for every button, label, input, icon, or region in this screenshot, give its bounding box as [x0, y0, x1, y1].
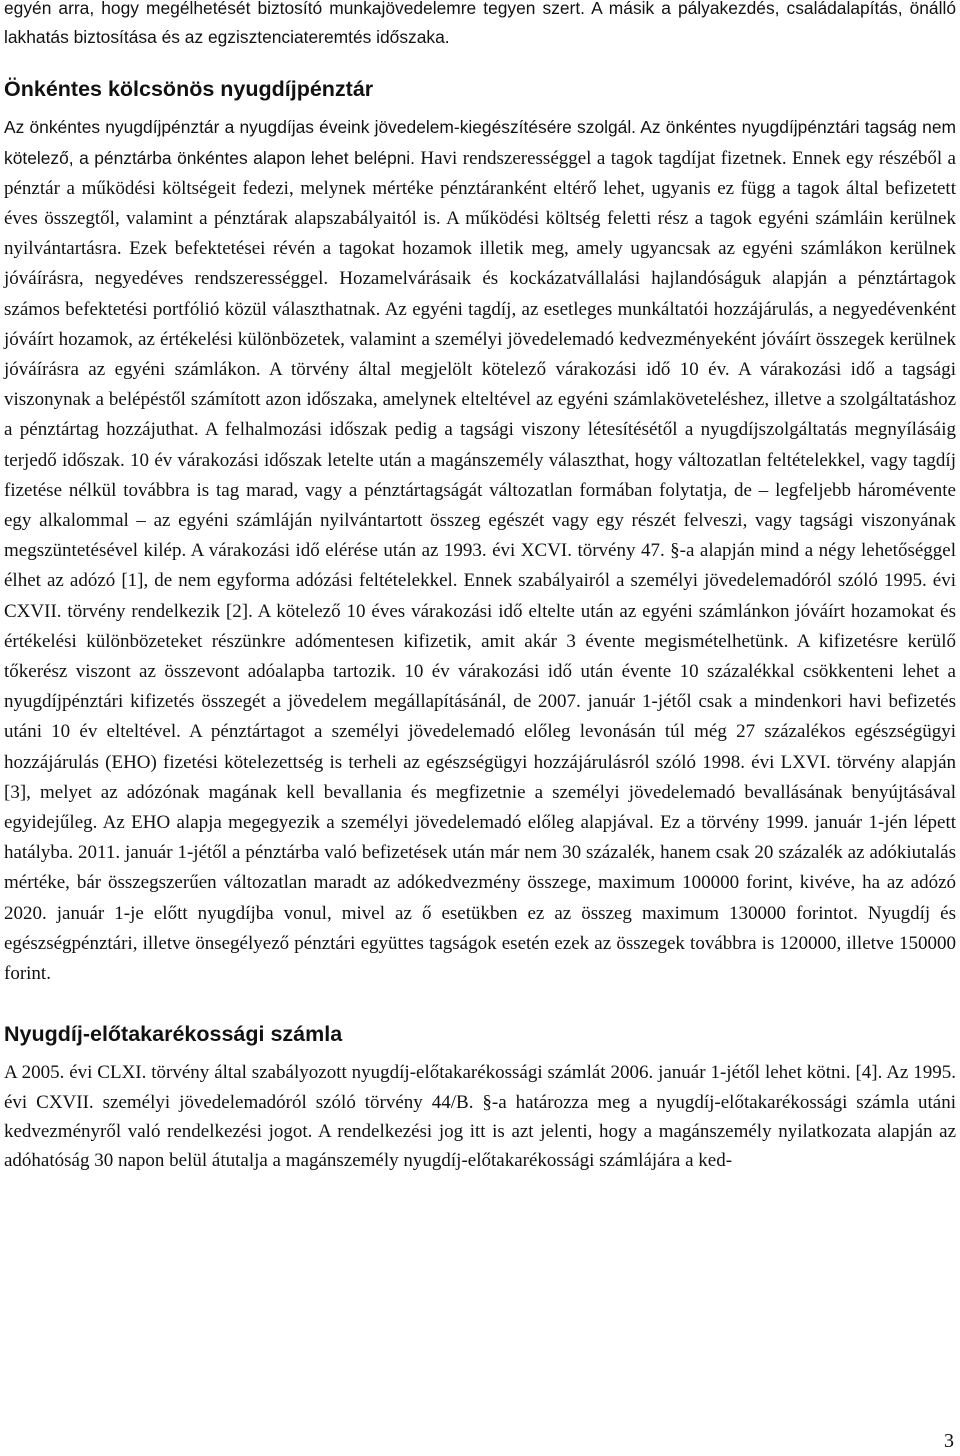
- section-heading-pre-savings-account: Nyugdíj-előtakarékossági számla: [4, 1022, 343, 1047]
- pension-fund-lead-text: Az önkéntes nyugdíjpénztár a nyugdíjas éveink jövedelem-kiegészítésére szolgál. Az önkéntes nyugdíjpénztári tagság nem kötelező, a pénztárba önkéntes alapon lehet belépni.: [4, 117, 956, 168]
- document-page: [4, 0, 956, 1175]
- page-number: 3: [944, 1430, 954, 1452]
- section-heading-pension-fund: Önkéntes kölcsönös nyugdíjpénztár: [4, 77, 374, 102]
- pre-savings-paragraph: A 2005. évi CLXI. törvény által szabályozott nyugdíj-előtakarékossági számlát 2006. január 1-jétől lehet kötni. [4]. Az 1995. évi CXVII. személyi jövedelemadóról szóló törvény 44/B. §-a határozza meg a nyugdíj-előtakarékossági számla utáni kedvezményről való rendelkezési jogot. A rendelkezési jog itt is azt jelenti, hogy a magánszemély nyilatkozata alapján az adóhatóság 30 napon belül átutalja a magánszemély nyugdíj-előtakarékossági számlájára a ked-: [4, 1062, 956, 1171]
- intro-paragraph: egyén arra, hogy megélhetését biztosító munkajövedelemre tegyen szert. A másik a pályakezdés, családalapítás, önálló lakhatás biztosítása és az egzisztenciateremtés időszaka.: [4, 0, 956, 48]
- pension-fund-body-text: Havi rendszerességgel a tagok tagdíjat fizetnek. Ennek egy részéből a pénztár a működési költségeit fedezi, melynek mértéke pénztáranként eltérő lehet, ugyanis ez függ a tagok által befizetett éves összegtől, valamint a pénztárak alapszabályaitól is. A működési költség feletti rész a tagok egyéni számláin kerülnek nyilvántartásra. Ezek befektetései révén a tagokat hozamok illetik meg, amely ugyancsak az egyéni számlákon kerülnek jóváírásra, negyedéves rendszerességgel. Hozamelvárásaik és kockázatvállalási hajlandóságuk alapján a pénztártagok számos befektetési portfólió közül választhatnak. Az egyéni tagdíj, az esetleges munkáltatói hozzájárulás, a negyedévenként jóváírt hozamok, az értékelési különbözetek, valamint a személyi jövedelemadó kedvezményeként jóváírt összegek kerülnek jóváírásra az egyéni számlákon. A törvény által megjelölt kötelező várakozási idő 10 év. A várakozási idő a tagsági viszonynak a belépéstől számított azon időszaka, amelynek elteltével az egyéni számlaköveteléshez, illetve a szolgáltatáshoz a pénztártag hozzájuthat. A felhalmozási időszak pedig a tagsági viszony létesítésétől a nyugdíjszolgáltatás megnyílásáig terjedő időszak. 10 év várakozási időszak letelte után a magánszemély választhat, hogy változatlan feltételekkel, vagy tagdíj fizetése nélkül továbbra is tag marad, vagy a pénztártagságát változatlan formában folytatja, de – legfeljebb háromévente egy alkalommal – az egyéni számláján nyilvántartott összeg egészét vagy egy részét felveszi, vagy tagsági viszonyának megszüntetésével kilép. A várakozási idő elérése után az 1993. évi XCVI. törvény 47. §-a alapján mind a négy lehetőséggel élhet az adózó [1], de nem egyforma adózási feltételekkel. Ennek szabályairól a személyi jövedelemadóról szóló 1995. évi CXVII. törvény rendelkezik [2]. A kötelező 10 éves várakozási idő eltelte után az egyéni számlánkon jóváírt hozamokat és értékelési különbözeteket részünkre adómentesen kifizetik, amit akár 3 évente megismételhetünk. A kifizetésre kerülő tőkerész viszont az összevont adóalapba tartozik. 10 év várakozási idő után évente 10 százalékkal csökkenteni lehet a nyugdíjpénztári kifizetés összegét a jövedelem megállapításánál, de 2007. január 1-jétől csak a mindenkori havi befizetés utáni 10 év elteltével. A pénztártagot a személyi jövedelemadó előleg levonásán túl még 27 százalékos egészségügyi hozzájárulás (EHO) fizetési kötelezettség is terheli az egészségügyi hozzájárulásról szóló 1998. évi LXVI. törvény alapján [3], melyet az adózónak magának kell bevallania és megfizetnie a személyi jövedelemadó bevallásának benyújtásával egyidejűleg. Az EHO alapja megegyezik a személyi jövedelemadó előleg alapjával. Ez a törvény 1999. január 1-jén lépett hatályba. 2011. január 1-jétől a pénztárba való befizetések után már nem 30 százalék, hanem csak 20 százalék az adókiutalás mértéke, bár összegszerűen változatlan maradt az adókedvezmény összege, maximum 100000 forint, kivéve, ha az adózó 2020. január 1-je előtt nyugdíjba vonul, mivel az ő esetükben ez az összeg maximum 130000 forintot. Nyugdíj és egészségpénztári, illetve önsegélyező pénztári együttes tagságok esetén ezek az összegek továbbra is 120000, illetve 150000 forint.: [4, 147, 956, 985]
- pension-fund-paragraph: [4, 113, 956, 989]
